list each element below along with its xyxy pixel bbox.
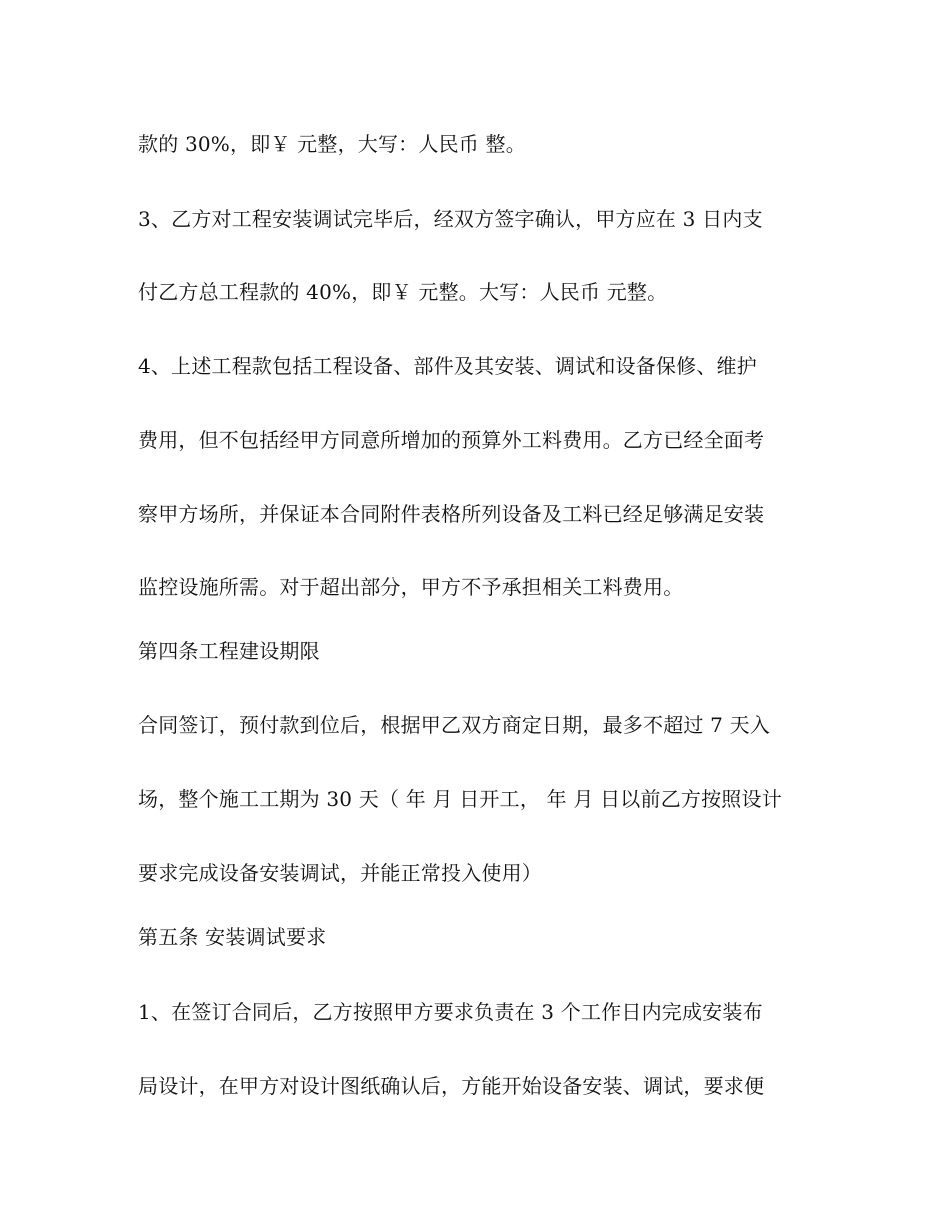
section-heading-4: 第四条工程建设期限 xyxy=(138,639,320,663)
text-line-7: 监控设施所需。对于超出部分，甲方不予承担相关工料费用。 xyxy=(138,575,684,599)
text-line-4: 4、上述工程款包括工程设备、部件及其安装、调试和设备保修、维护 xyxy=(138,354,757,378)
section-heading-5: 第五条 安装调试要求 xyxy=(138,925,327,949)
text-line-6: 察甲方场所，并保证本合同附件表格所列设备及工料已经足够满足安装 xyxy=(138,502,765,526)
text-line-5: 费用，但不包括经甲方同意所增加的预算外工料费用。乙方已经全面考 xyxy=(138,428,765,452)
text-line-10: 场，整个施工工期为 30 天（ 年 月 日开工， 年 月 日以前乙方按照设计 xyxy=(138,787,782,811)
text-line-11: 要求完成设备安装调试，并能正常投入使用） xyxy=(138,861,542,885)
text-line-2: 3、乙方对工程安装调试完毕后，经双方签字确认，甲方应在 3 日内支 xyxy=(138,207,763,231)
text-line-14: 局设计，在甲方对设计图纸确认后，方能开始设备安装、调试，要求便 xyxy=(138,1074,765,1098)
text-line-1: 款的 30%，即￥ 元整，大写：人民币 整。 xyxy=(138,132,526,156)
text-line-3: 付乙方总工程款的 40%，即￥ 元整。大写：人民币 元整。 xyxy=(138,280,668,304)
text-line-9: 合同签订，预付款到位后，根据甲乙双方商定日期，最多不超过 7 天入 xyxy=(138,713,771,737)
text-line-13: 1、在签订合同后，乙方按照甲方要求负责在 3 个工作日内完成安装布 xyxy=(138,1000,763,1024)
